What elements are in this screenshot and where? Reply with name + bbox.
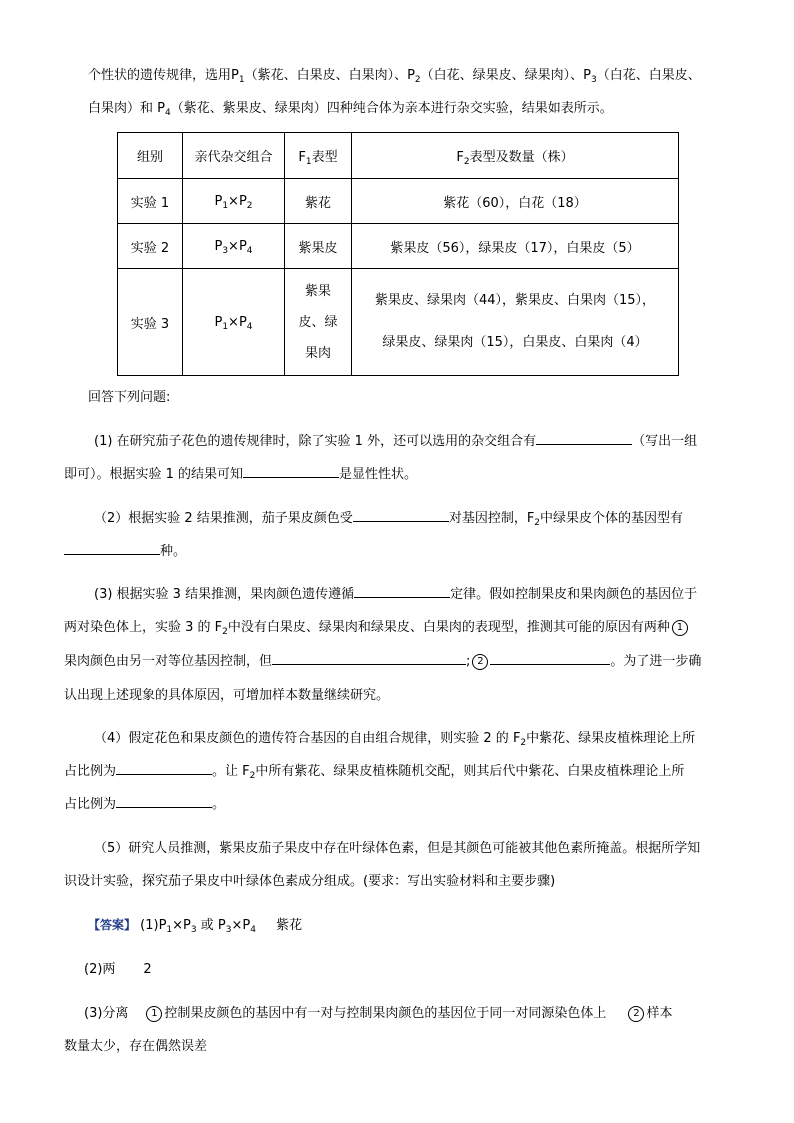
circled-number: 2 — [628, 1006, 644, 1022]
header-group: 组别 — [118, 133, 183, 179]
intro-line-1: 个性状的遗传规律，选用$P_1$（紫花、白果皮、白果肉）、$P_2$（白花、绿果皮、绿果肉）、$P_3$（白花、白果皮、 — [88, 68, 701, 85]
cell-group: 实验 3 — [118, 269, 183, 376]
table-header-row — [118, 133, 679, 179]
q3-line-1: (3) 根据实验 3 结果推测，果肉颜色遗传遵循 定律。假如控制果皮和果肉颜色的基因位于 — [94, 583, 697, 602]
table-row — [118, 224, 679, 269]
q4-line-1: （4）假定花色和果皮颜色的遗传符合基因的自由组合规律，则实验 2 的 $F_2$中紫花、绿果皮植株理论上所 — [94, 731, 696, 748]
header-f1: $F_1$表型 — [285, 133, 352, 179]
answer-prompt: 回答下列问题: — [88, 390, 171, 405]
answer-blank[interactable] — [272, 650, 466, 665]
table-row — [118, 269, 679, 376]
answer-tag: 【答案】 — [88, 918, 137, 932]
header-f2: $F_2$表型及数量（株） — [352, 133, 679, 179]
cell-f1: 紫果 皮、绿 果肉 — [285, 269, 352, 376]
answer-line-1: 【答案】 $(1)P_1\times P_3$ 或 $P_3\times P_4$ 紫花 — [88, 918, 303, 935]
answer-line-2: (2)两 2 — [84, 962, 152, 977]
q4-line-2: 占比例为 。让 $F_2$中所有紫花、绿果皮植株随机交配，则其后代中紫花、白果皮植株理论上所 — [64, 760, 684, 779]
answer-blank[interactable] — [243, 463, 339, 478]
q5-line-1: （5）研究人员推测，紫果皮茄子果皮中存在叶绿体色素，但是其颜色可能被其他色素所掩盖。根据所学知 — [94, 841, 701, 856]
q4-line-3: 占比例为 。 — [64, 793, 225, 812]
header-cross: 亲代杂交组合 — [183, 133, 285, 179]
cell-f2: 紫果皮、绿果肉（44），紫果皮、白果肉（15）， 绿果皮、绿果肉（15），白果皮、白果肉（4） — [352, 269, 679, 376]
cell-group: 实验 1 — [118, 179, 183, 224]
q5-line-2: 识设计实验，探究茄子果皮中叶绿体色素成分组成。(要求：写出实验材料和主要步骤) — [64, 874, 556, 889]
answer-blank[interactable] — [354, 583, 450, 598]
answer-blank[interactable] — [116, 793, 212, 808]
cell-cross: $P_3\times P_4$ — [183, 224, 285, 269]
cell-f2: 紫花（60），白花（18） — [352, 179, 679, 224]
intro-line-2: 白果肉）和 $P_4$（紫花、紫果皮、绿果肉）四种纯合体为亲本进行杂交实验，结果如表所示。 — [88, 101, 613, 118]
answer-blank[interactable] — [116, 760, 212, 775]
cell-cross: $P_1\times P_2$ — [183, 179, 285, 224]
q1-line-1: (1) 在研究茄子花色的遗传规律时，除了实验 1 外，还可以选用的杂交组合有 （写出一组 — [94, 430, 697, 449]
q3-line-4: 认出现上述现象的具体原因，可增加样本数量继续研究。 — [64, 688, 390, 703]
answer-line-3: (3)分离 1 控制果皮颜色的基因中有一对与控制果肉颜色的基因位于同一对同源染色体上 2 样本 — [84, 1006, 673, 1021]
q2-line-1: （2）根据实验 2 结果推测，茄子果皮颜色受 对基因控制，$F_2$中绿果皮个体的基因型有 — [94, 507, 683, 526]
cell-f1: 紫果皮 — [285, 224, 352, 269]
q3-line-3: 果肉颜色由另一对等位基因控制，但 ; 2 。为了进一步确 — [64, 650, 701, 670]
answer-blank[interactable] — [353, 507, 449, 522]
cell-group: 实验 2 — [118, 224, 183, 269]
table-row — [118, 179, 679, 224]
cell-f1: 紫花 — [285, 179, 352, 224]
answer-blank[interactable] — [64, 540, 160, 555]
q3-line-2: 两对染色体上，实验 3 的 $F_2$中没有白果皮、绿果肉和绿果皮、白果肉的表现型，推测其可能的原因有两种 1 — [64, 616, 690, 636]
q2-line-2: 种。 — [64, 540, 186, 559]
cell-f2: 紫果皮（56），绿果皮（17），白果皮（5） — [352, 224, 679, 269]
circled-number: 1 — [672, 620, 688, 636]
results-table — [117, 132, 679, 376]
circled-number: 2 — [472, 654, 488, 670]
answer-blank[interactable] — [490, 650, 610, 665]
answer-line-4: 数量太少，存在偶然误差 — [64, 1039, 208, 1054]
circled-number: 1 — [146, 1006, 162, 1022]
answer-blank[interactable] — [536, 430, 632, 445]
q1-line-2: 即可）。根据实验 1 的结果可知 是显性性状。 — [64, 463, 417, 482]
cell-cross: $P_1\times P_4$ — [183, 269, 285, 376]
